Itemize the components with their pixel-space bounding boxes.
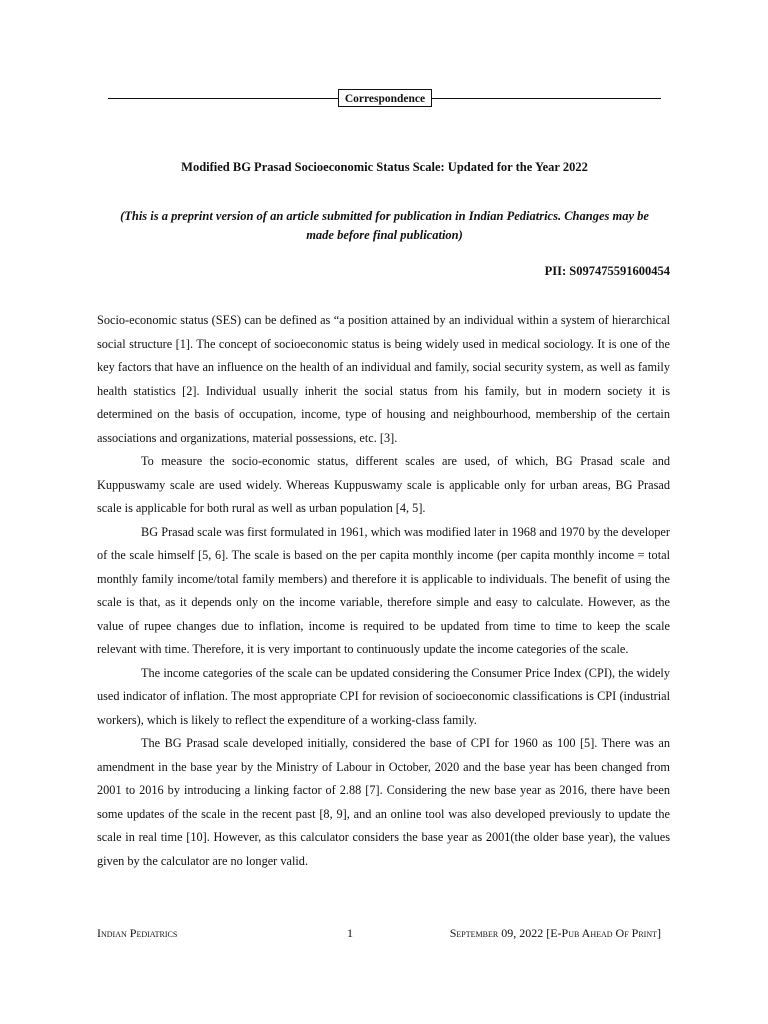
article-body [97, 309, 670, 873]
article-title: Modified BG Prasad Socioeconomic Status Scale: Updated for the Year 2022 [181, 160, 588, 174]
paragraph-2: To measure the socio-economic status, different scales are used, of which, BG Prasad scale and Kuppuswamy scale are used widely. Whereas Kuppuswamy scale is applicable only for urban areas, BG Prasad scale is applicable for both rural as well as urban population [4, 5]. [97, 454, 670, 515]
paragraph-4: The income categories of the scale can be updated considering the Consumer Price Index (CPI), the widely used indicator of inflation. The most appropriate CPI for revision of socioeconomic classifications is CPI (industrial workers), which is likely to reflect the expenditure of a working-class family. [97, 665, 670, 727]
paragraph-1: Socio-economic status (SES) can be defined as “a position attained by an individual within a system of hierarchical social structure [1]. The concept of socioeconomic status is being widely used in medical sociology. It is one of the key factors that have an influence on the health of an individual and family, social security system, as well as family health statistics [2]. Individual usually inherit the social status from his family, but in modern society it is determined on the basis of occupation, income, type of housing and neighbourhood, membership of the certain associations and organizations, material possessions, etc. [3]. [97, 313, 670, 445]
footer-journal-name: Indian Pediatrics [97, 926, 178, 940]
pii-identifier: PII: S097475591600454 [544, 264, 670, 278]
paragraph-3: BG Prasad scale was first formulated in 1961, which was modified later in 1968 and 1970 by the developer of the scale himself [5, 6]. The scale is based on the per capita monthly income (per capita monthly income = total monthly family income/total family members) and therefore it is applicable to individuals. The benefit of using the scale is that, as it depends only on the income variable, therefore simple and easy to calculate. However, as the value of rupee changes due to inflation, income is required to be updated from time to time to keep the scale relevant with time. Therefore, it is very important to continuously update the income categories of the scale. [97, 524, 670, 656]
preprint-note: (This is a preprint version of an article submitted for publication in Indian Pediatrics. Changes may be made before final publication) [120, 209, 649, 242]
section-label: Correspondence [338, 89, 432, 107]
footer-date: September 09, 2022 [E-Pub Ahead Of Print] [449, 926, 661, 940]
footer-page-number: 1 [347, 926, 353, 940]
paragraph-5: The BG Prasad scale developed initially, considered the base of CPI for 1960 as 100 [5]. There was an amendment in the base year by the Ministry of Labour in October, 2020 and the base year has been changed from 2001 to 2016 by introducing a linking factor of 2.88 [7]. Considering the new base year as 2016, there have been some updates of the scale in the recent past [8, 9], and an online tool was also developed previously to update the scale in real time [10]. However, as this calculator considers the base year as 2001(the older base year), the values given by the calculator are no longer valid. [97, 736, 670, 868]
